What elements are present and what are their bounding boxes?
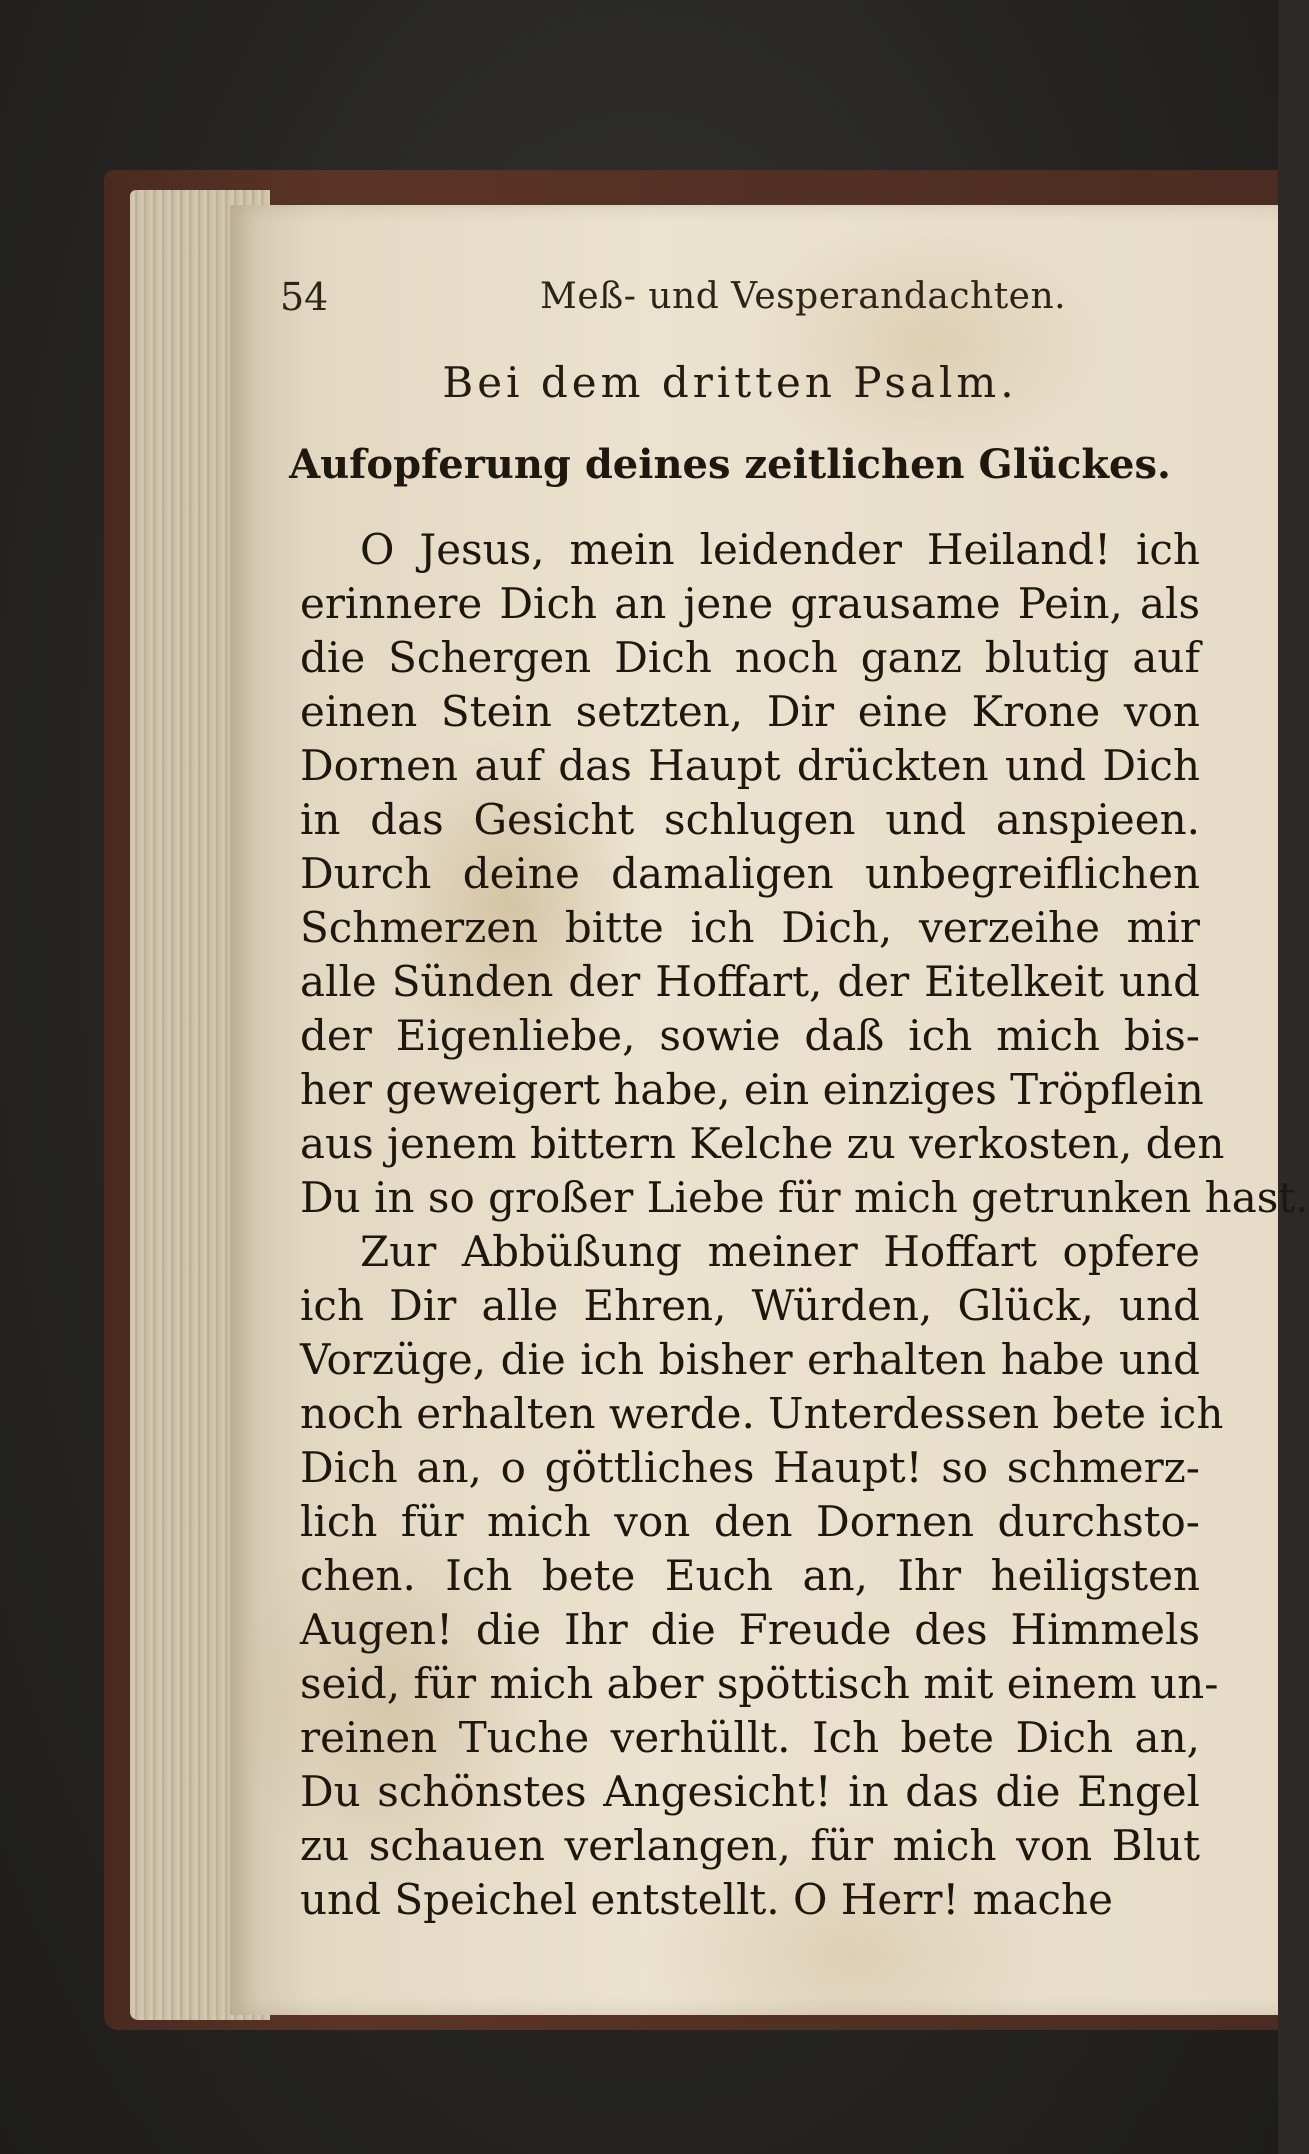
- text-line: Vorzüge, die ich bisher erhalten habe und: [300, 1335, 1200, 1384]
- text-line: noch erhalten werde. Unterdessen bete ich: [300, 1389, 1224, 1438]
- text-line: in das Gesicht schlugen und anspieen.: [300, 795, 1200, 844]
- section-subheading: Aufopferung deines zeitlichen Glückes.: [289, 441, 1171, 488]
- section-heading: Bei dem dritten Psalm.: [442, 358, 1018, 407]
- text-line: einen Stein setzten, Dir eine Krone von: [300, 687, 1200, 736]
- text-line: zu schauen verlangen, für mich von Blut: [300, 1821, 1200, 1870]
- text-line: lich für mich von den Dornen durchsto-: [300, 1497, 1200, 1546]
- text-line: aus jenem bittern Kelche zu verkosten, den: [300, 1119, 1225, 1168]
- page-number: 54: [280, 275, 329, 319]
- text-line: her geweigert habe, ein einziges Tröpflein: [300, 1065, 1204, 1114]
- text-line: Dornen auf das Haupt drückten und Dich: [300, 741, 1200, 790]
- running-head: [280, 267, 1200, 327]
- text-line: Schmerzen bitte ich Dich, verzeihe mir: [300, 903, 1200, 952]
- text-line: ich Dir alle Ehren, Würden, Glück, und: [300, 1281, 1200, 1330]
- text-line: Du in so großer Liebe für mich getrunken hast.: [300, 1173, 1309, 1222]
- text-line: O Jesus, mein leidender Heiland! ich: [360, 525, 1200, 574]
- text-line: Dich an, o göttliches Haupt! so schmerz-: [300, 1443, 1200, 1492]
- paragraph-1: [300, 523, 1309, 1225]
- text-line: der Eigenliebe, sowie daß ich mich bis-: [300, 1011, 1200, 1060]
- running-head-title: Meß- und Vesperandachten.: [540, 276, 1067, 317]
- body-text: [300, 523, 1309, 1927]
- text-line: Du schönstes Angesicht! in das die Engel: [300, 1767, 1200, 1816]
- text-line: Zur Abbüßung meiner Hoffart opfere: [360, 1227, 1200, 1276]
- book-page: [230, 205, 1309, 2015]
- text-line: reinen Tuche verhüllt. Ich bete Dich an,: [300, 1713, 1200, 1762]
- text-line: Durch deine damaligen unbegreiflichen: [300, 849, 1200, 898]
- text-line: die Schergen Dich noch ganz blutig auf: [300, 633, 1200, 682]
- text-line: erinnere Dich an jene grausame Pein, als: [300, 579, 1200, 628]
- text-line: alle Sünden der Hoffart, der Eitelkeit und: [300, 957, 1200, 1006]
- text-line: chen. Ich bete Euch an, Ihr heiligsten: [300, 1551, 1200, 1600]
- text-line: und Speichel entstellt. O Herr! mache: [300, 1875, 1113, 1924]
- text-line: seid, für mich aber spöttisch mit einem un-: [300, 1659, 1219, 1708]
- text-line: Augen! die Ihr die Freude des Himmels: [300, 1605, 1200, 1654]
- paragraph-2: [300, 1225, 1224, 1927]
